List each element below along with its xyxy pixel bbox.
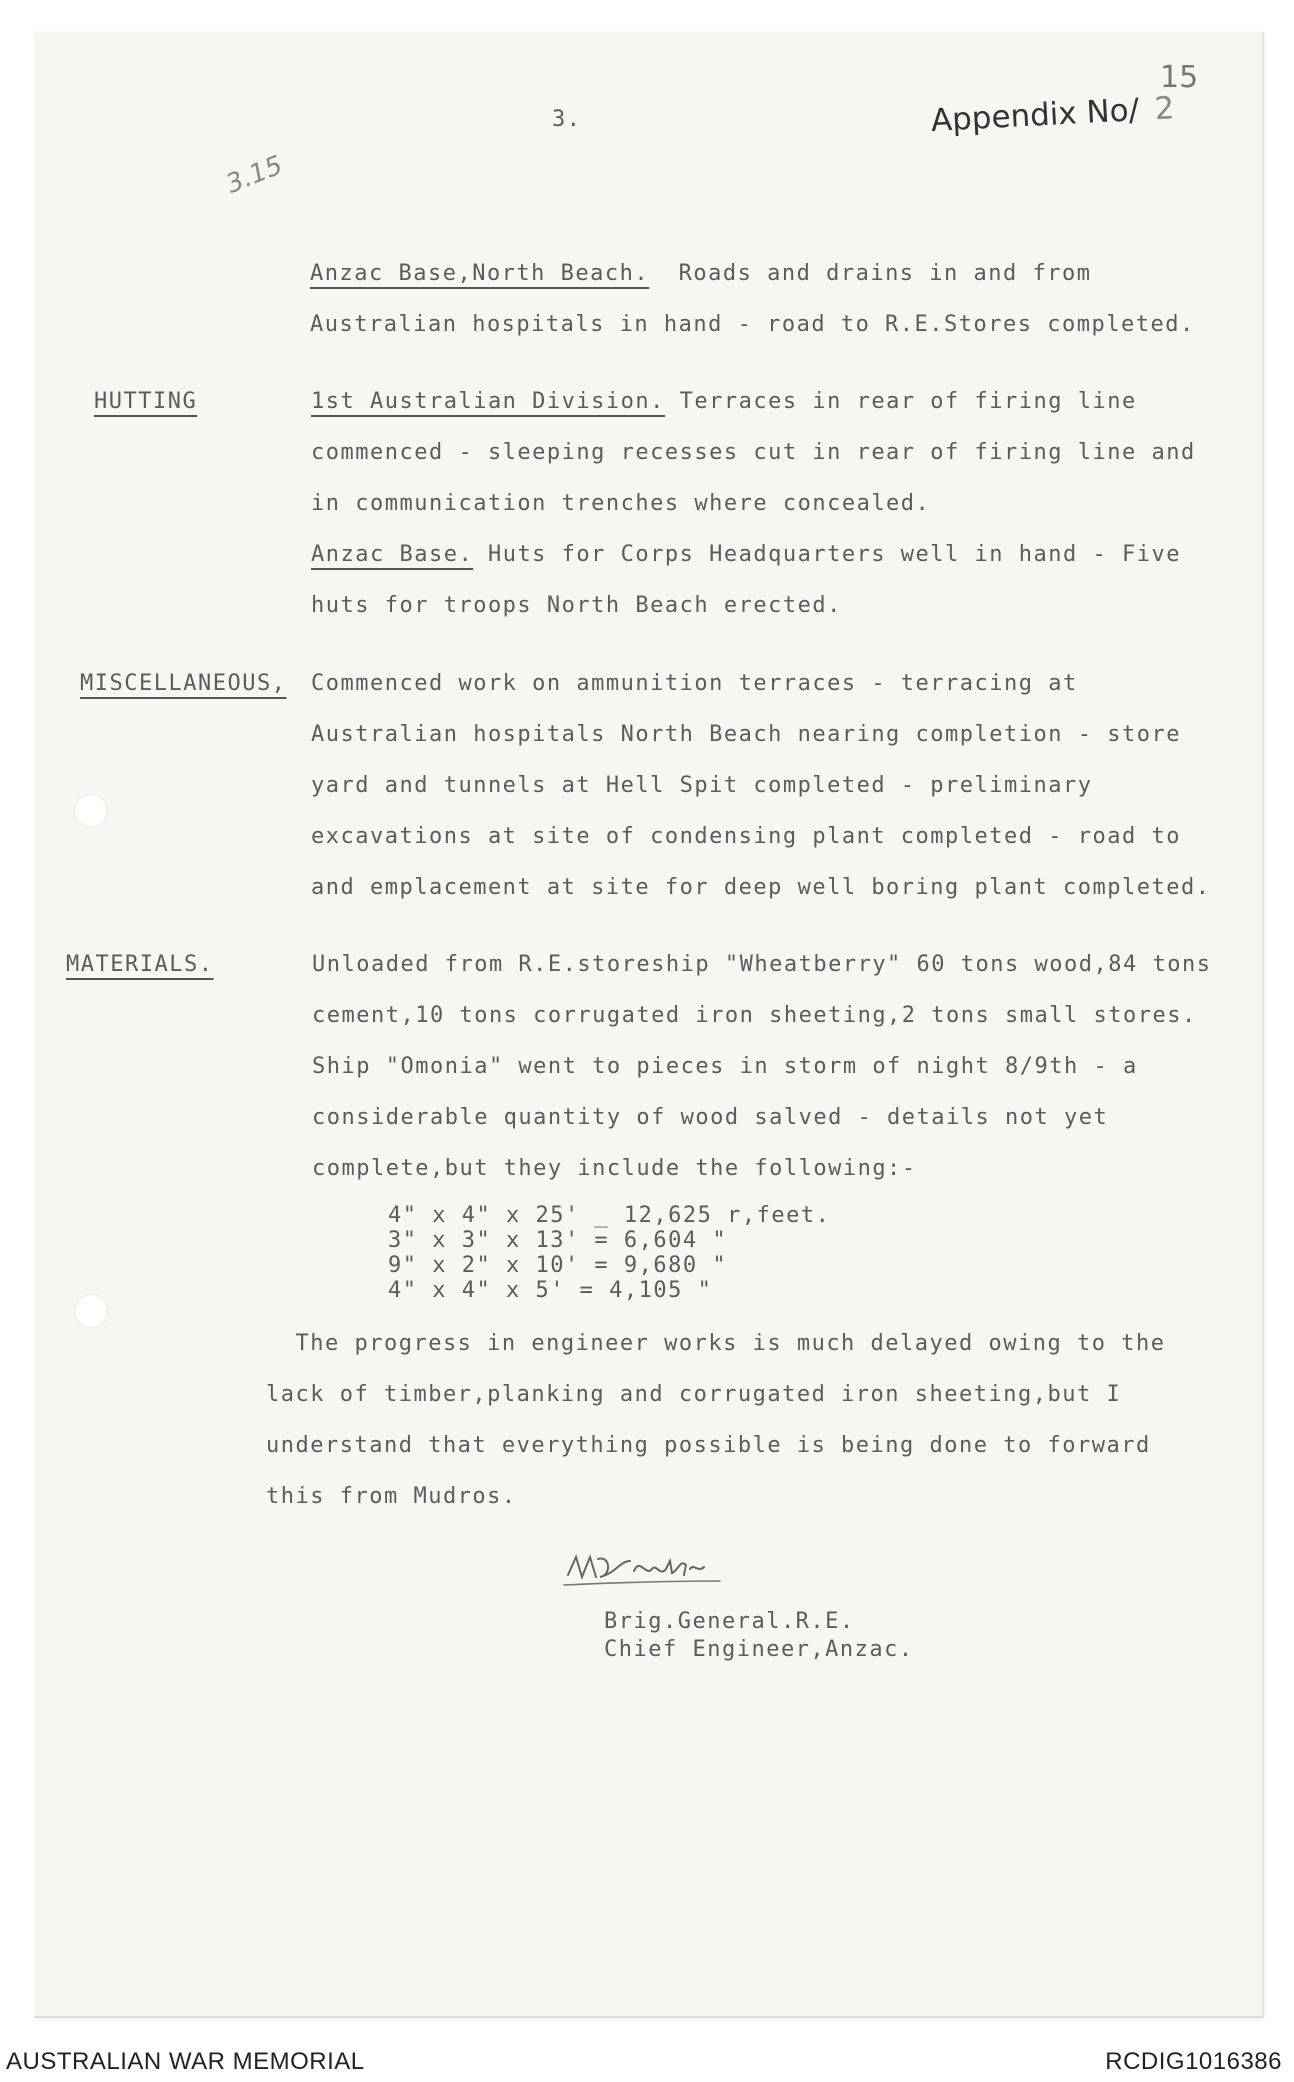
closing-line: The progress in engineer works is much delayed owing to the <box>266 1331 1166 1356</box>
timber-row: 4" x 4" x 5' = 4,105 " <box>388 1278 713 1303</box>
anzac-base-text: Roads and drains in and from <box>649 261 1092 286</box>
anzac-base-hut-heading: Anzac Base. <box>311 542 474 567</box>
anzac-base-line-2: Australian hospitals in hand - road to R.E.Stores completed. <box>310 312 1195 337</box>
timber-row: 4" x 4" x 25' _ 12,625 r,feet. <box>388 1203 831 1228</box>
page-number: 3. <box>552 107 582 132</box>
hutting-line-5: huts for troops North Beach erected. <box>311 593 842 618</box>
division-text: Terraces in rear of firing line <box>664 389 1137 414</box>
misc-line: yard and tunnels at Hell Spit completed - preliminary <box>311 773 1093 798</box>
anzac-base-heading: Anzac Base,North Beach. <box>310 261 650 286</box>
materials-label: MATERIALS. <box>66 952 214 977</box>
appendix-label: Appendix No/ <box>930 92 1140 139</box>
anzac-base-hut-text: Huts for Corps Headquarters well in hand - Five <box>473 542 1181 567</box>
hutting-line-2: commenced - sleeping recesses cut in rear of firing line and <box>311 440 1196 465</box>
materials-line: considerable quantity of wood salved - details not yet <box>312 1105 1109 1130</box>
timber-row: 9" x 2" x 10' = 9,680 " <box>388 1253 728 1278</box>
materials-line: complete,but they include the following:- <box>312 1156 917 1181</box>
closing-line: this from Mudros. <box>266 1484 517 1509</box>
punch-hole <box>74 794 108 828</box>
timber-row: 3" x 3" x 13' = 6,604 " <box>388 1228 728 1253</box>
division-heading: 1st Australian Division. <box>311 389 665 414</box>
miscellaneous-label: MISCELLANEOUS, <box>80 671 287 696</box>
misc-line: Australian hospitals North Beach nearing completion - store <box>311 722 1181 747</box>
materials-line: Unloaded from R.E.storeship "Wheatberry" 60 tons wood,84 tons <box>312 952 1212 977</box>
materials-line: Ship "Omonia" went to pieces in storm of night 8/9th - a <box>312 1054 1138 1079</box>
misc-line: excavations at site of condensing plant completed - road to <box>311 824 1181 849</box>
signatory-rank: Brig.General.R.E. <box>604 1609 855 1634</box>
anzac-base-line-1 <box>310 261 1092 286</box>
footer-institution: AUSTRALIAN WAR MEMORIAL <box>6 2048 365 2075</box>
footer-record-id: RCDIG1016386 <box>1105 2048 1282 2075</box>
closing-line: understand that everything possible is being done to forward <box>266 1433 1151 1458</box>
closing-line: lack of timber,planking and corrugated iron sheeting,but I <box>266 1382 1122 1407</box>
folio-number: 15 <box>1160 60 1199 95</box>
hutting-line-1 <box>311 389 1137 414</box>
handwritten-signature <box>560 1547 740 1597</box>
hutting-line-4 <box>311 542 1181 567</box>
punch-hole <box>74 1294 108 1328</box>
misc-line: and emplacement at site for deep well boring plant completed. <box>311 875 1211 900</box>
hutting-line-3: in communication trenches where concealed. <box>311 491 931 516</box>
hutting-label: HUTTING <box>94 389 198 414</box>
signatory-title: Chief Engineer,Anzac. <box>604 1637 914 1662</box>
misc-line: Commenced work on ammunition terraces - terracing at <box>311 671 1078 696</box>
materials-line: cement,10 tons corrugated iron sheeting,2 tons small stores. <box>312 1003 1197 1028</box>
pencil-reference: 3.15 <box>222 150 287 200</box>
appendix-number: 2 <box>1153 90 1176 128</box>
